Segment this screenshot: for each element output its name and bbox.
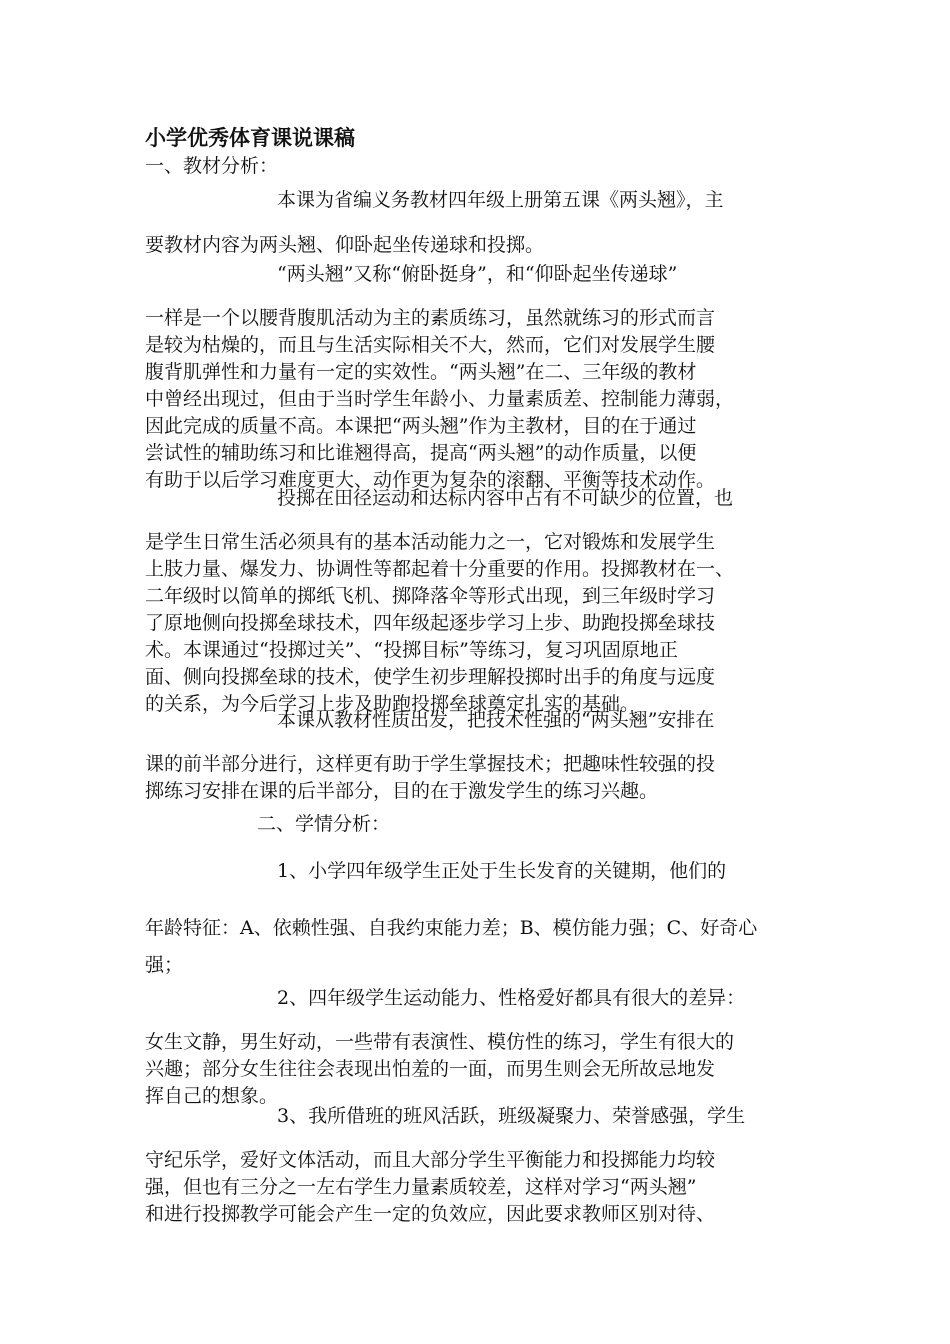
paragraph-line: 课的前半部分进行，这样更有助于学生掌握技术；把趣味性较强的投 [145, 753, 716, 775]
paragraph-line: “两头翘”又称“俯卧挺身”，和“仰卧起坐传递球” [277, 263, 678, 285]
paragraph-two-ends-lift [145, 260, 805, 494]
paragraph-line: 兴趣；部分女生往往会表现出怕羞的一面，而男生则会无所故忌地发 [145, 1058, 716, 1080]
paragraph-line: 强，但也有三分之一左右学生力量素质较差，这样对学习“两头翘” [145, 1176, 697, 1198]
paragraph-student-differences [145, 984, 805, 1110]
paragraph-line: 掷练习安排在课的后半部分，目的在于激发学生的练习兴趣。 [145, 780, 659, 802]
section-heading-students: 二、学情分析： [257, 813, 391, 835]
paragraph-line: 了原地侧向投掷垒球技术，四年级起逐步学习上步、助跑投掷垒球技 [145, 612, 716, 634]
paragraph-throwing [145, 484, 805, 718]
paragraph-student-age-traits [145, 857, 805, 980]
paragraph-line: 是学生日常生活必须具有的基本活动能力之一，它对锻炼和发展学生 [145, 531, 716, 553]
paragraph-line: 一样是一个以腰背腹肌活动为主的素质练习，虽然就练习的形式而言 [145, 307, 716, 329]
paragraph-line: 腹背肌弹性和力量有一定的实效性。“两头翘”在二、三年级的教材 [145, 361, 697, 383]
paragraph-line: 和进行投掷教学可能会产生一定的负效应，因此要求教师区别对待、 [145, 1203, 716, 1225]
paragraph-line: 年龄特征：A、依赖性强、自我约束能力差；B、模仿能力强；C、好奇心 [145, 917, 758, 939]
paragraph-line: 的关系，为今后学习上步及助跑投掷垒球奠定扎实的基础。 [145, 693, 640, 715]
paragraph-course-intro [145, 186, 805, 260]
paragraph-line: 中曾经出现过，但由于当时学生年龄小、力量素质差、控制能力薄弱， [145, 388, 735, 410]
paragraph-line: 强； [145, 954, 184, 976]
paragraph-line: 本课从教材性质出发，把技术性强的“两头翘”安排在 [277, 709, 715, 731]
paragraph-line: 挥自己的想象。 [145, 1085, 279, 1107]
document-title: 小学优秀体育课说课稿 [145, 125, 355, 150]
paragraph-line: 3、我所借班的班风活跃，班级凝聚力、荣誉感强，学生 [277, 1105, 746, 1127]
paragraph-line: 二年级时以简单的掷纸飞机、掷降落伞等形式出现，到三年级时学习 [145, 585, 716, 607]
paragraph-line: 是较为枯燥的，而且与生活实际相关不大，然而，它们对发展学生腰 [145, 334, 716, 356]
paragraph-line: 面、侧向投掷垒球的技术，使学生初步理解投掷时出手的角度与远度 [145, 666, 716, 688]
paragraph-line: 因此完成的质量不高。本课把“两头翘”作为主教材，目的在于通过 [145, 415, 697, 437]
paragraph-line: 女生文静，男生好动，一些带有表演性、模仿性的练习，学生有很大的 [145, 1031, 735, 1053]
paragraph-line: 本课为省编义务教材四年级上册第五课《两头翘》，主 [277, 189, 724, 211]
paragraph-line: 尝试性的辅助练习和比谁翘得高，提高“两头翘”的动作质量，以便 [145, 442, 697, 464]
paragraph-line: 投掷在田径运动和达标内容中占有不可缺少的位置，也 [277, 487, 734, 509]
paragraph-lesson-arrangement [145, 706, 805, 805]
paragraph-line: 守纪乐学，爱好文体活动，而且大部分学生平衡能力和投掷能力均较 [145, 1149, 716, 1171]
paragraph-line: 上肢力量、爆发力、协调性等都起着十分重要的作用。投掷教材在一、 [145, 558, 735, 580]
paragraph-line: 有助于以后学习难度更大、动作更为复杂的滚翻、平衡等技术动作。 [145, 469, 716, 491]
paragraph-class-situation [145, 1102, 805, 1228]
paragraph-line: 2、四年级学生运动能力、性格爱好都具有很大的差异： [277, 987, 746, 1009]
section-heading-materials: 一、教材分析： [145, 155, 279, 177]
paragraph-line: 1、小学四年级学生正处于生长发育的关键期，他们的 [277, 860, 727, 882]
paragraph-line: 要教材内容为两头翘、仰卧起坐传递球和投掷。 [145, 234, 545, 256]
paragraph-line: 术。本课通过“投掷过关”、“投掷目标”等练习，复习巩固原地正 [145, 639, 678, 661]
